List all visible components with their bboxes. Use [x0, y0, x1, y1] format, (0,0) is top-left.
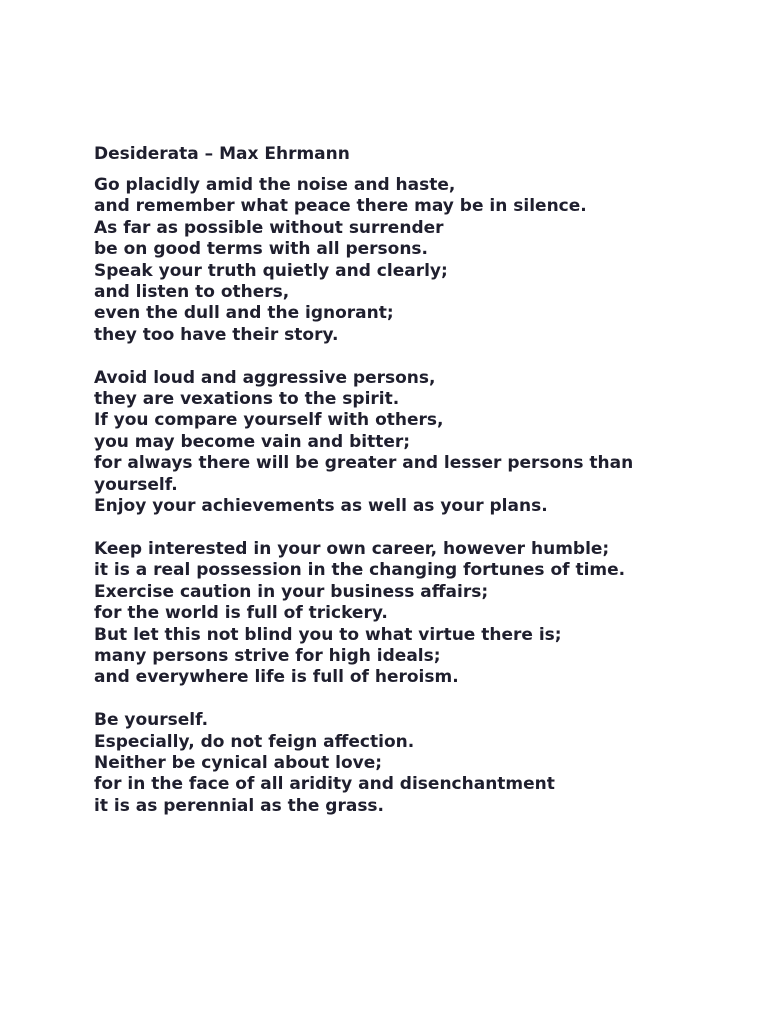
poem-line: yourself.: [94, 474, 178, 495]
poem-line: they too have their story.: [94, 324, 339, 345]
poem-line: Keep interested in your own career, however humble;: [94, 538, 610, 559]
poem-line: Go placidly amid the noise and haste,: [94, 175, 456, 195]
poem-line: it is as perennial as the grass.: [94, 795, 385, 816]
poem-line: Neither be cynical about love;: [94, 752, 383, 773]
poem-line: Avoid loud and aggressive persons,: [94, 367, 436, 388]
poem-line: As far as possible without surrender: [94, 217, 444, 238]
poem-line: Exercise caution in your business affairs;: [94, 581, 489, 602]
poem-line: and remember what peace there may be in silence.: [94, 196, 587, 217]
poem-line: be on good terms with all persons.: [94, 239, 429, 260]
poem-line: you may become vain and bitter;: [94, 431, 411, 452]
poem-line: Enjoy your achievements as well as your plans.: [94, 496, 548, 517]
stanza-4: [94, 710, 734, 817]
poem-line: But let this not blind you to what virtue there is;: [94, 624, 562, 645]
poem-line: If you compare yourself with others,: [94, 410, 444, 431]
poem-line: Speak your truth quietly and clearly;: [94, 260, 448, 281]
document-page: [94, 144, 734, 839]
poem-line: Especially, do not feign affection.: [94, 731, 415, 752]
stanza-3: [94, 539, 734, 689]
poem-line: Be yourself.: [94, 710, 209, 731]
poem-line: they are vexations to the spirit.: [94, 389, 400, 410]
poem-line: even the dull and the ignorant;: [94, 303, 394, 324]
stanza-2: [94, 368, 734, 518]
poem-line: for in the face of all aridity and disenchantment: [94, 774, 555, 795]
poem-line: many persons strive for high ideals;: [94, 645, 441, 666]
poem-line: and everywhere life is full of heroism.: [94, 667, 459, 688]
poem-line: for the world is full of trickery.: [94, 603, 388, 624]
poem-line: and listen to others,: [94, 282, 290, 303]
poem-line: for always there will be greater and lesser persons than: [94, 453, 634, 474]
stanza-1: [94, 175, 734, 346]
poem-title: Desiderata – Max Ehrmann: [94, 144, 350, 164]
poem-line: it is a real possession in the changing fortunes of time.: [94, 560, 626, 581]
